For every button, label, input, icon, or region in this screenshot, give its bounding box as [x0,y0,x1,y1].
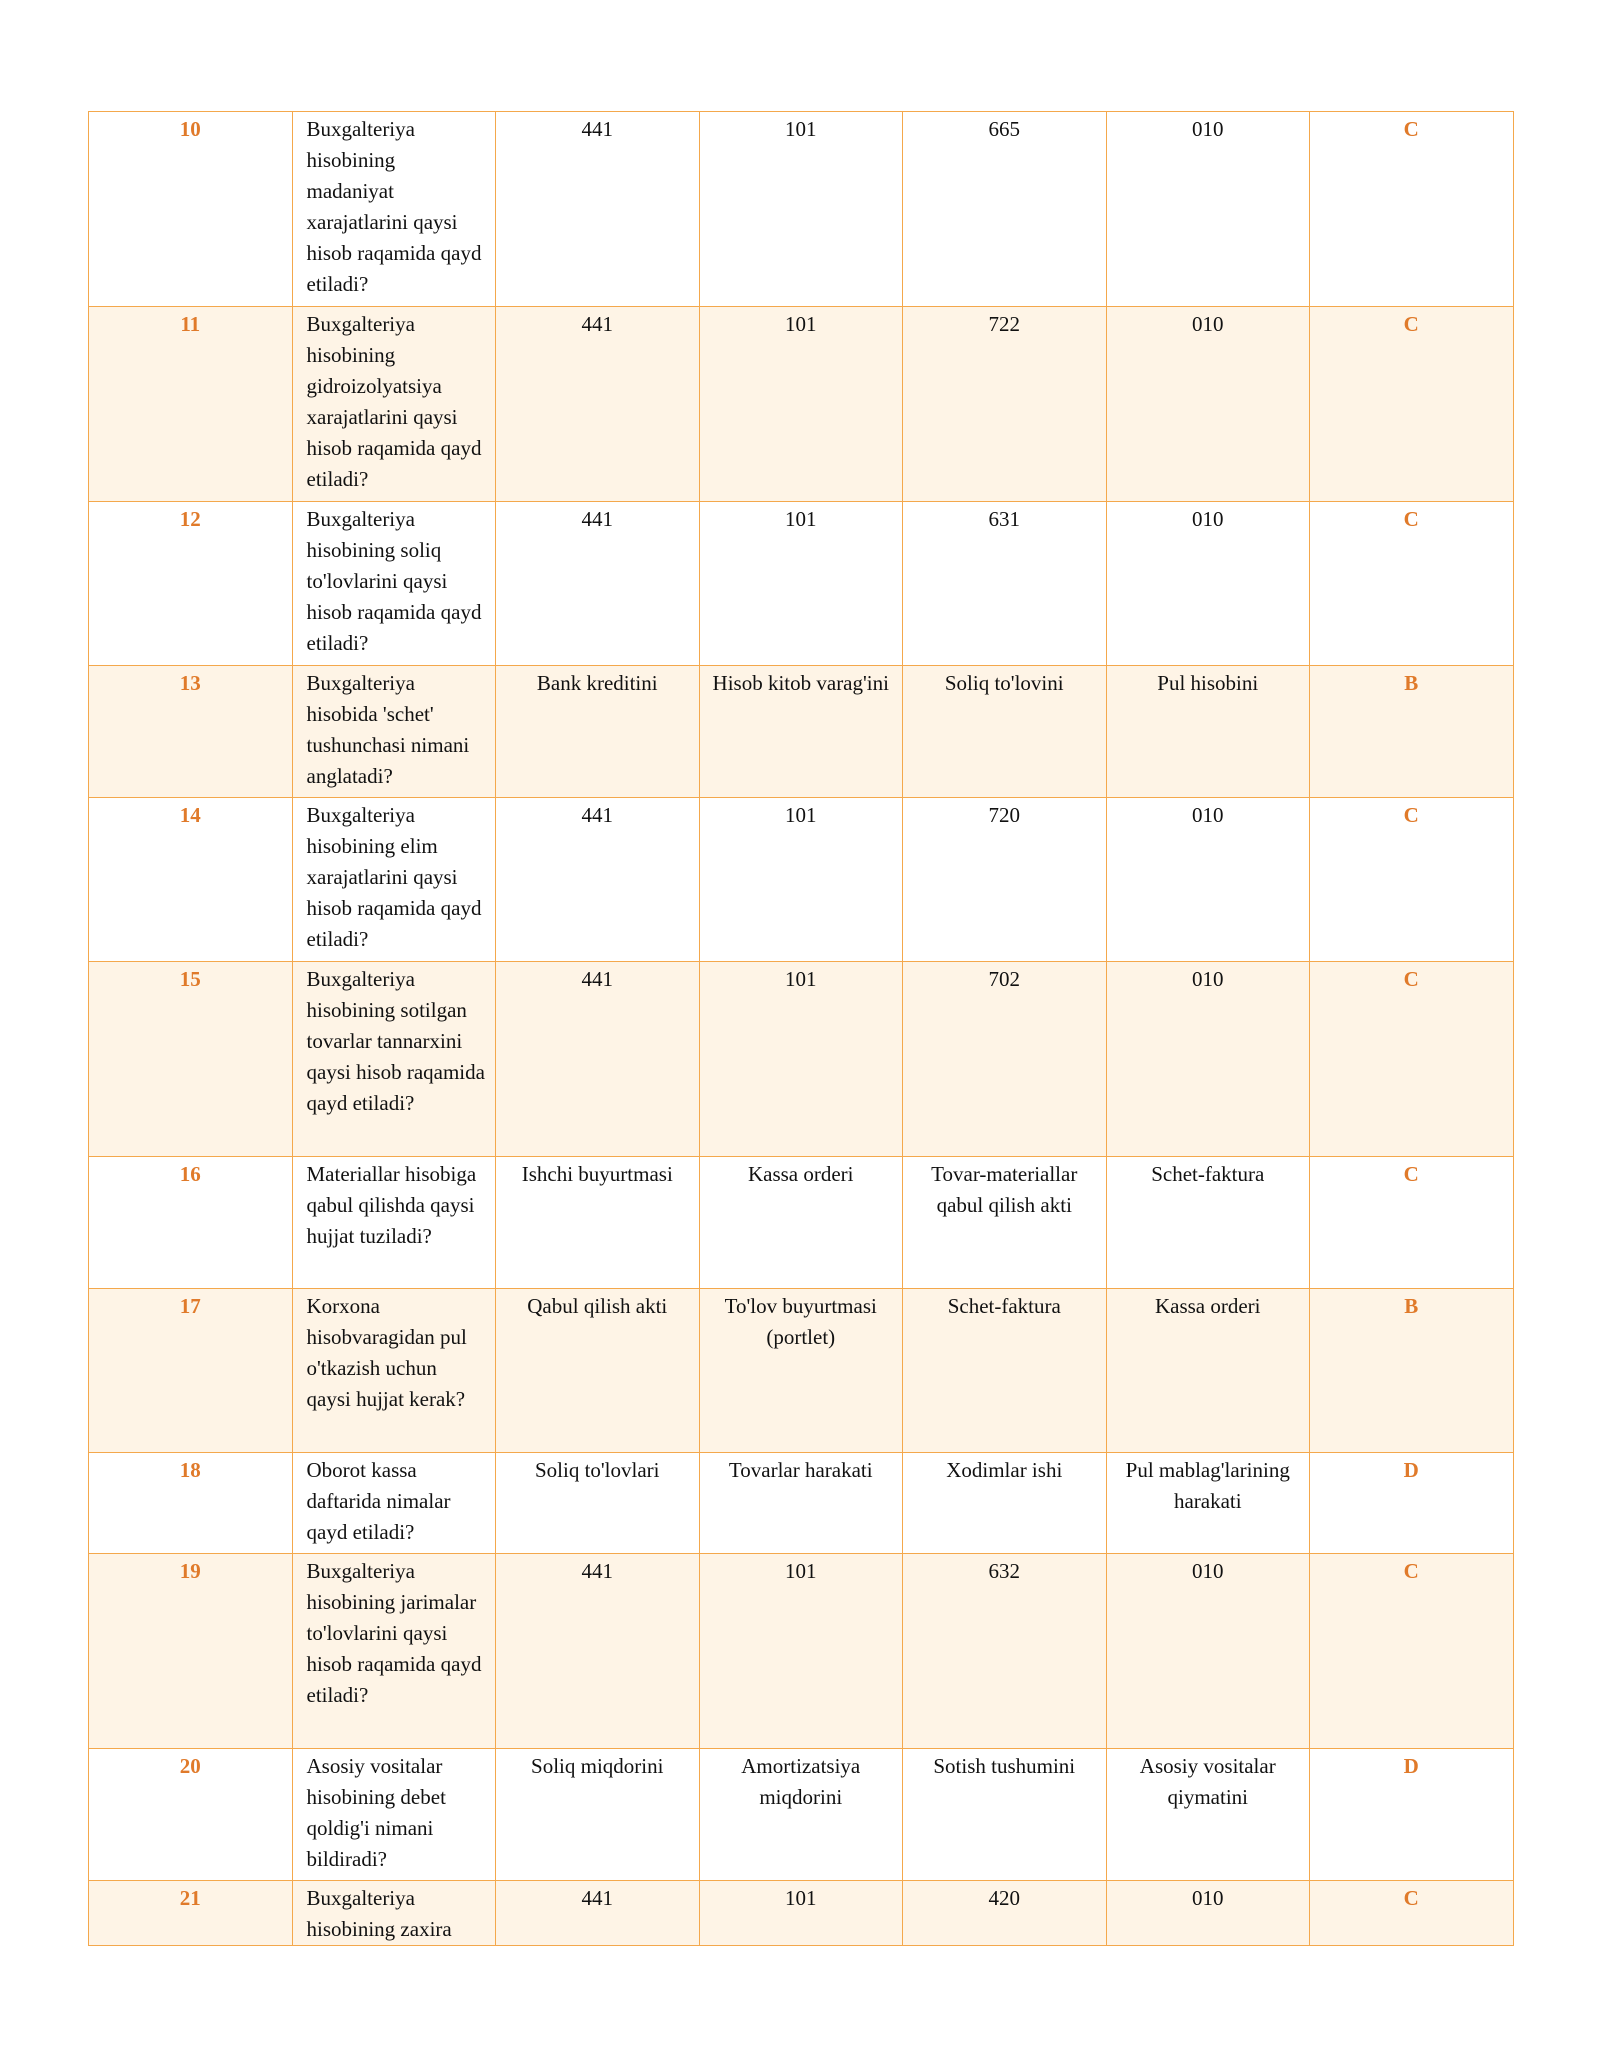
option-c: Soliq to'lovini [903,666,1107,798]
option-d: Pul hisobini [1106,666,1310,798]
table-row [89,666,1514,798]
option-a: 441 [496,502,700,666]
question-text: Materiallar hisobiga qabul qilishda qaysi hujjat tuziladi? [292,1157,496,1289]
option-b: 101 [699,307,903,502]
question-text: Asosiy vositalar hisobining debet qoldig'i nimani bildiradi? [292,1749,496,1881]
correct-answer: C [1310,307,1514,502]
question-text: Buxgalteriya hisobining sotilgan tovarlar tannarxini qaysi hisob raqamida qayd etiladi? [292,962,496,1157]
option-b: 101 [699,798,903,962]
table-row [89,798,1514,962]
option-c: 720 [903,798,1107,962]
option-b: 101 [699,1881,903,1946]
question-number: 21 [89,1881,293,1946]
option-c: 420 [903,1881,1107,1946]
option-d: 010 [1106,1881,1310,1946]
correct-answer: C [1310,798,1514,962]
option-c: 665 [903,112,1107,307]
option-b: Amortizatsiya miqdorini [699,1749,903,1881]
quiz-table-page [88,111,1513,1946]
quiz-table-body [89,112,1514,1946]
option-c: Xodimlar ishi [903,1453,1107,1554]
option-a: 441 [496,1881,700,1946]
correct-answer: B [1310,1289,1514,1453]
option-d: 010 [1106,502,1310,666]
table-row [89,112,1514,307]
table-row [89,962,1514,1157]
option-a: 441 [496,307,700,502]
question-text: Korxona hisobvaragidan pul o'tkazish uchun qaysi hujjat kerak? [292,1289,496,1453]
option-a: 441 [496,112,700,307]
option-a: Bank kreditini [496,666,700,798]
option-a: Soliq miqdorini [496,1749,700,1881]
question-text: Buxgalteriya hisobining jarimalar to'lovlarini qaysi hisob raqamida qayd etiladi? [292,1554,496,1749]
quiz-table [88,111,1514,1946]
option-a: Soliq to'lovlari [496,1453,700,1554]
correct-answer: C [1310,502,1514,666]
correct-answer: D [1310,1749,1514,1881]
table-row [89,1881,1514,1946]
question-text: Buxgalteriya hisobining soliq to'lovlarini qaysi hisob raqamida qayd etiladi? [292,502,496,666]
correct-answer: C [1310,1881,1514,1946]
table-row [89,502,1514,666]
option-c: 702 [903,962,1107,1157]
question-number: 13 [89,666,293,798]
option-b: 101 [699,502,903,666]
option-a: Qabul qilish akti [496,1289,700,1453]
option-d: Asosiy vositalar qiymatini [1106,1749,1310,1881]
correct-answer: C [1310,1554,1514,1749]
option-d: Kassa orderi [1106,1289,1310,1453]
table-row [89,1157,1514,1289]
table-row [89,1453,1514,1554]
option-a: 441 [496,798,700,962]
option-c: 631 [903,502,1107,666]
question-number: 17 [89,1289,293,1453]
option-c: 722 [903,307,1107,502]
question-text: Oborot kassa daftarida nimalar qayd etiladi? [292,1453,496,1554]
option-d: 010 [1106,307,1310,502]
question-number: 14 [89,798,293,962]
question-number: 19 [89,1554,293,1749]
question-number: 12 [89,502,293,666]
option-b: Kassa orderi [699,1157,903,1289]
correct-answer: C [1310,1157,1514,1289]
question-text: Buxgalteriya hisobining elim xarajatlarini qaysi hisob raqamida qayd etiladi? [292,798,496,962]
question-text: Buxgalteriya hisobining madaniyat xarajatlarini qaysi hisob raqamida qayd etiladi? [292,112,496,307]
option-c: Schet-faktura [903,1289,1107,1453]
question-number: 10 [89,112,293,307]
question-text: Buxgalteriya hisobining gidroizolyatsiya xarajatlarini qaysi hisob raqamida qayd etiladi? [292,307,496,502]
option-c: Tovar-materiallar qabul qilish akti [903,1157,1107,1289]
question-text: Buxgalteriya hisobining zaxira [292,1881,496,1946]
option-d: Schet-faktura [1106,1157,1310,1289]
option-c: 632 [903,1554,1107,1749]
option-b: Hisob kitob varag'ini [699,666,903,798]
correct-answer: D [1310,1453,1514,1554]
option-d: 010 [1106,798,1310,962]
table-row [89,1749,1514,1881]
correct-answer: B [1310,666,1514,798]
option-a: 441 [496,1554,700,1749]
option-d: Pul mablag'larining harakati [1106,1453,1310,1554]
question-number: 18 [89,1453,293,1554]
table-row [89,1289,1514,1453]
option-d: 010 [1106,1554,1310,1749]
option-c: Sotish tushumini [903,1749,1107,1881]
table-row [89,1554,1514,1749]
option-b: To'lov buyurtmasi (portlet) [699,1289,903,1453]
option-b: Tovarlar harakati [699,1453,903,1554]
option-b: 101 [699,962,903,1157]
option-b: 101 [699,112,903,307]
question-number: 11 [89,307,293,502]
option-d: 010 [1106,962,1310,1157]
option-a: Ishchi buyurtmasi [496,1157,700,1289]
correct-answer: C [1310,962,1514,1157]
question-text: Buxgalteriya hisobida 'schet' tushunchasi nimani anglatadi? [292,666,496,798]
option-b: 101 [699,1554,903,1749]
option-a: 441 [496,962,700,1157]
option-d: 010 [1106,112,1310,307]
question-number: 15 [89,962,293,1157]
question-number: 20 [89,1749,293,1881]
question-number: 16 [89,1157,293,1289]
correct-answer: C [1310,112,1514,307]
table-row [89,307,1514,502]
